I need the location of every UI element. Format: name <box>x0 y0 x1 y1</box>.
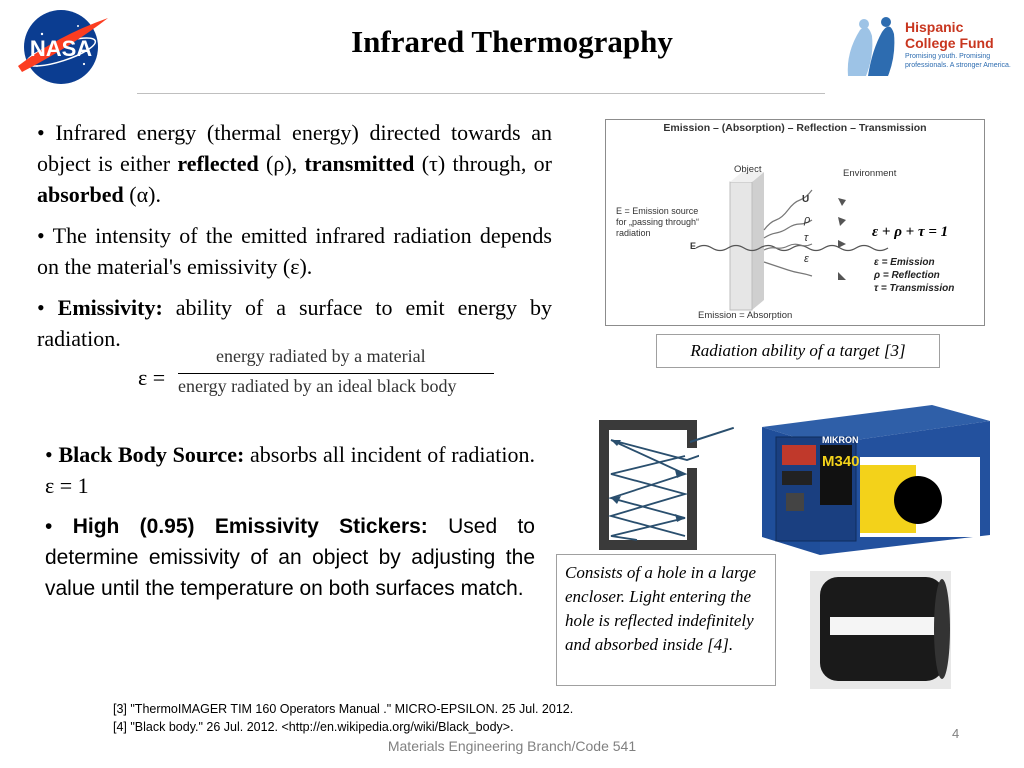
b4-label: Black Body Source: <box>58 442 245 467</box>
u-arrow <box>838 198 846 206</box>
bullet-stickers: • High (0.95) Emissivity Stickers: Used to determine emissivity of an object by adjusting the value until the temperature on both surfaces match. <box>45 515 535 600</box>
page-number: 4 <box>952 726 960 741</box>
hcf-line-1: Hispanic <box>905 19 964 35</box>
rho-arrow <box>838 217 846 226</box>
bullet-intensity: • The intensity of the emitted infrared radiation depends on the material's emissivity (ε). <box>37 223 552 279</box>
formula-lhs: ε = <box>138 365 166 390</box>
device-model: M340 <box>822 453 860 470</box>
bullet-infrared-energy: • Infrared energy (thermal energy) directed towards an object is either reflected (ρ), transmitted (τ) through, or absorbed (α). <box>37 120 553 207</box>
caption-radiation: Radiation ability of a target [3] <box>656 334 940 368</box>
b5-label: High (0.95) Emissivity Stickers: <box>72 515 428 538</box>
b5-text: Used to determine emissivity of an object by adjusting the value until the temperature on both surfaces match. <box>45 515 535 600</box>
b1-reflected: reflected <box>177 151 259 176</box>
b1-rho: (ρ), <box>258 151 305 176</box>
emissivity-sticker-roll <box>810 571 951 689</box>
reference-3: [3] "ThermoIMAGER TIM 160 Operators Manual ." MICRO-EPSILON. 25 Jul. 2012. <box>113 702 574 716</box>
legend-reflection: ρ = Reflection <box>874 270 940 281</box>
source-note-1: E = Emission source <box>616 206 699 216</box>
diagram-heading: Emission – (Absorption) – Reflection – Transmission <box>663 122 927 134</box>
rho-label: ρ <box>804 214 811 226</box>
b3-label: Emissivity: <box>57 295 163 320</box>
bullets-top <box>37 117 552 364</box>
emissivity-formula <box>138 343 508 403</box>
svg-text:NASA: NASA <box>29 36 93 61</box>
object-side <box>752 172 764 310</box>
legend-emission: ε = Emission <box>874 257 935 268</box>
radiation-diagram <box>605 119 985 326</box>
b2-text: The intensity of the emitted infrared radiation depends on the material's emissivity (ε). <box>37 223 552 279</box>
black-body-source-device <box>762 405 992 555</box>
black-body-cavity <box>597 418 699 552</box>
b1-transmitted: transmitted <box>304 151 415 176</box>
formula-denominator: energy radiated by an ideal black body <box>178 376 457 396</box>
hcf-tagline: Promising youth. Promising professionals. A stronger America. <box>905 53 1011 69</box>
title-divider <box>137 93 825 94</box>
b4-text: absorbs all incident of radiation. ε = 1 <box>45 442 536 498</box>
b3-text: ability of a surface to emit energy by radiation. <box>37 295 553 351</box>
footer: Materials Engineering Branch/Code 541 <box>387 738 637 754</box>
slide-title: Infrared Thermography <box>351 24 673 59</box>
environment-label: Environment <box>843 168 897 179</box>
b1-absorbed: absorbed <box>37 182 124 207</box>
object-label: Object <box>734 164 762 175</box>
bullets-bottom <box>45 439 535 614</box>
device-brand: MIKRON <box>822 435 859 445</box>
fraction-bar <box>178 373 494 374</box>
caption-black-body: Consists of a hole in a large encloser. Light entering the hole is reflected indefinitely and absorbed inside [4]. <box>556 554 776 686</box>
bullet-black-body: • Black Body Source: absorbs all incident of radiation. ε = 1 <box>45 442 536 498</box>
b1-tau: (τ) through, or <box>414 151 552 176</box>
b1-text: Infrared energy (thermal energy) directed towards an object is either <box>37 120 553 176</box>
formula-numerator: energy radiated by a material <box>216 346 426 366</box>
b1-alpha: (α). <box>123 182 161 207</box>
tau-arrow <box>838 240 846 248</box>
u-label: U <box>802 194 810 205</box>
emission-wave <box>696 246 888 251</box>
diagram-legend <box>874 256 954 295</box>
e-label: E <box>690 241 697 251</box>
source-note-3: radiation <box>616 228 651 238</box>
references <box>113 700 573 736</box>
source-note-2: for „passing through“ <box>616 217 700 227</box>
diagram-equation: ε + ρ + τ = 1 <box>872 224 949 240</box>
eps-label: ε <box>804 253 809 265</box>
diagram-bottom-label: Emission = Absorption <box>698 310 793 321</box>
legend-transmission: τ = Transmission <box>874 283 955 294</box>
hcf-line-2: College Fund <box>905 35 994 51</box>
tau-label: τ <box>804 232 809 244</box>
bullet-emissivity: • Emissivity: ability of a surface to emit energy by radiation. <box>37 295 553 351</box>
eps-arrow <box>838 272 846 280</box>
source-note <box>616 206 699 239</box>
reference-4: [4] "Black body." 26 Jul. 2012. <http://en.wikipedia.org/wiki/Black_body>. <box>113 720 514 734</box>
